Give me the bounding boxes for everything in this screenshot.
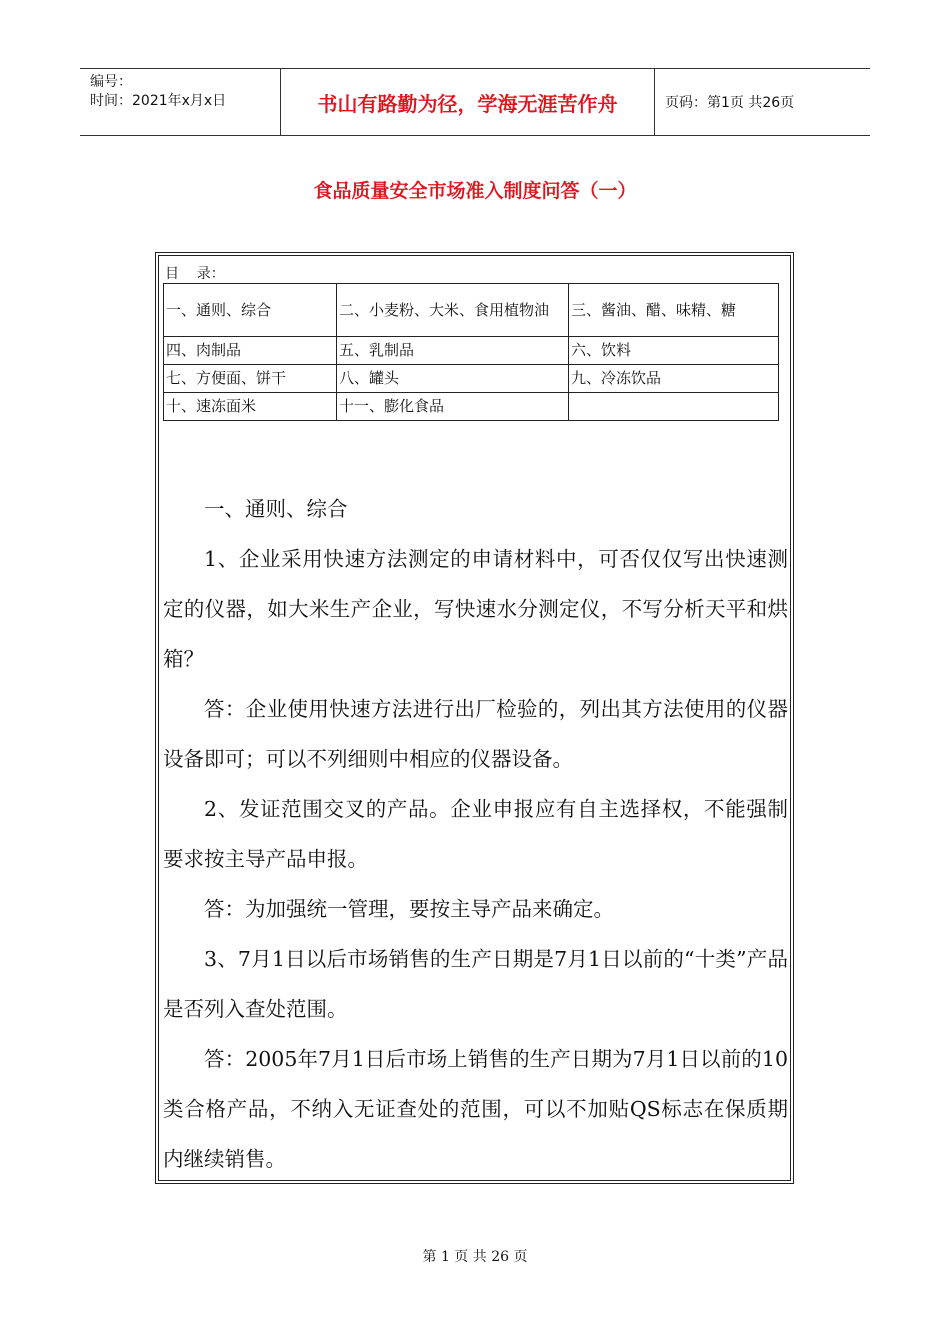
toc-cell xyxy=(569,393,779,421)
document-body xyxy=(163,484,788,1184)
toc-row xyxy=(164,365,779,393)
answer-paragraph: 答：企业使用快速方法进行出厂检验的，列出其方法使用的仪器设备即可；可以不列细则中相应的仪器设备。 xyxy=(163,697,788,771)
header-meta xyxy=(80,69,281,135)
document-title: 食品质量安全市场准入制度问答（一） xyxy=(313,180,637,202)
page-footer: 第 1 页 共 26 页 xyxy=(422,1249,528,1265)
toc-cell: 五、乳制品 xyxy=(337,337,569,365)
toc-row xyxy=(164,284,779,337)
toc-row xyxy=(164,337,779,365)
toc-cell: 二、小麦粉、大米、食用植物油 xyxy=(337,284,569,337)
toc-cell: 一、通则、综合 xyxy=(164,284,337,337)
toc-cell: 九、冷冻饮品 xyxy=(569,365,779,393)
section-heading: 一、通则、综合 xyxy=(204,497,348,521)
document-time-label: 时间：2021年x月x日 xyxy=(90,93,227,109)
toc-cell: 十、速冻面米 xyxy=(164,393,337,421)
toc-cell: 十一、膨化食品 xyxy=(337,393,569,421)
toc-cell: 六、饮料 xyxy=(569,337,779,365)
header-motto: 书山有路勤为径，学海无涯苦作舟 xyxy=(281,69,655,135)
toc-cell: 七、方便面、饼干 xyxy=(164,365,337,393)
question-paragraph: 3、7月1日以后市场销售的生产日期是7月1日以前的“十类”产品是否列入查处范围。 xyxy=(163,947,788,1021)
document-number-label: 编号： xyxy=(90,74,132,90)
toc-cell: 八、罐头 xyxy=(337,365,569,393)
answer-paragraph: 答：2005年7月1日后市场上销售的生产日期为7月1日以前的10类合格产品，不纳入无证查处的范围，可以不加贴QS标志在保质期内继续销售。 xyxy=(163,1047,788,1171)
question-paragraph: 2、发证范围交叉的产品。企业申报应有自主选择权，不能强制要求按主导产品申报。 xyxy=(163,797,788,871)
toc-table xyxy=(163,283,779,421)
question-paragraph: 1、企业采用快速方法测定的申请材料中，可否仅仅写出快速测定的仪器，如大米生产企业，写快速水分测定仪，不写分析天平和烘箱？ xyxy=(163,547,788,671)
answer-paragraph: 答：为加强统一管理，要按主导产品来确定。 xyxy=(204,897,614,921)
toc-label: 目 录： xyxy=(165,266,225,282)
toc-cell: 四、肉制品 xyxy=(164,337,337,365)
toc-cell: 三、酱油、醋、味精、糖 xyxy=(569,284,779,337)
toc-row xyxy=(164,393,779,421)
page-header xyxy=(80,68,870,136)
header-page-info: 页码：第1页 共26页 xyxy=(665,95,795,111)
